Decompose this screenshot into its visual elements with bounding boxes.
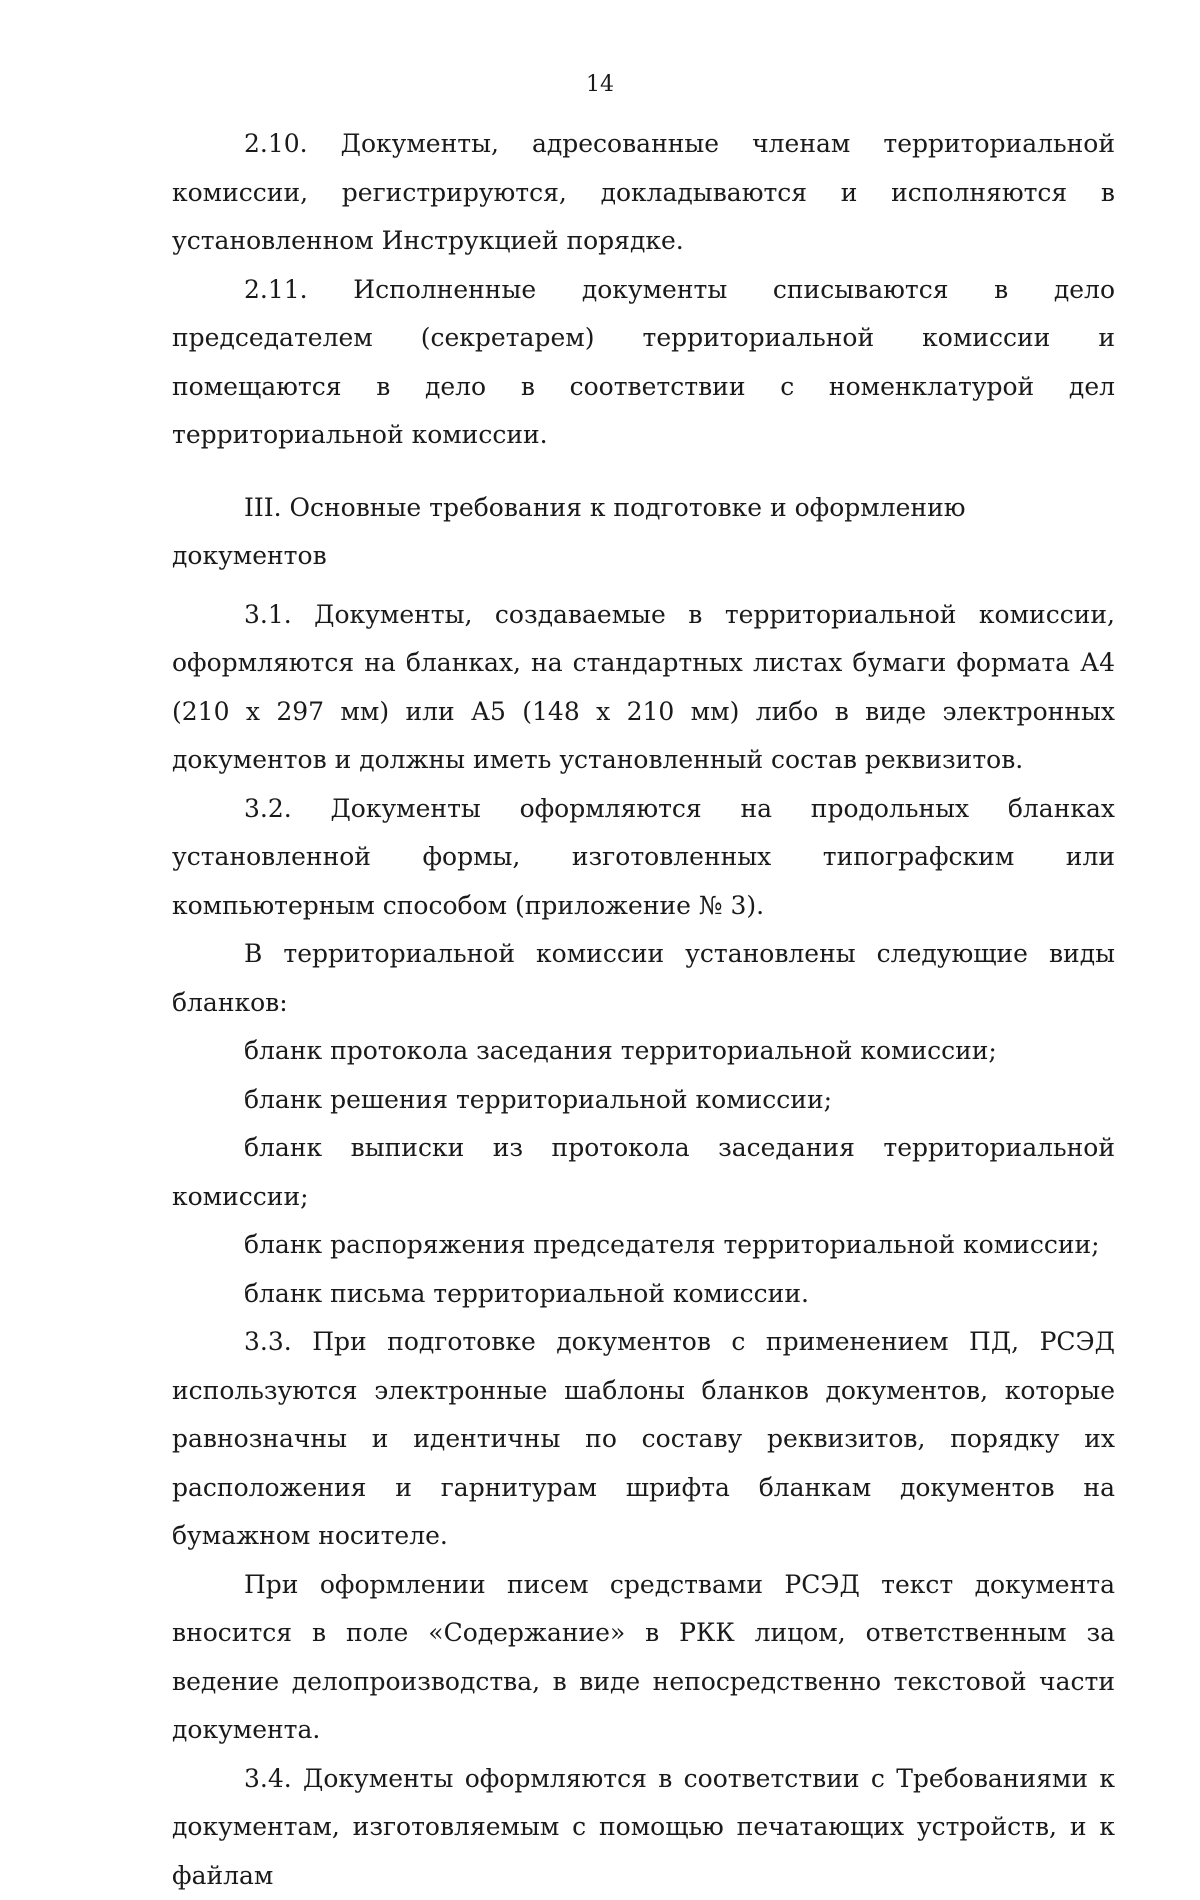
list-item-blank: бланк распоряжения председателя территориальной комиссии; bbox=[172, 1221, 1115, 1270]
section-heading: III. Основные требования к подготовке и оформлению документов bbox=[172, 460, 1115, 591]
paragraph-rsed: При оформлении писем средствами РСЭД текст документа вносится в поле «Содержание» в РКК лицом, ответственным за ведение делопроизводства, в виде непосредственно текстовой части документа. bbox=[172, 1561, 1115, 1755]
paragraph-3-1: 3.1. Документы, создаваемые в территориальной комиссии, оформляются на бланках, на стандартных листах бумаги формата А4 (210 х 297 мм) или А5 (148 х 210 мм) либо в виде электронных документов и должны иметь установленный состав реквизитов. bbox=[172, 591, 1115, 785]
paragraph-blanks-intro: В территориальной комиссии установлены следующие виды бланков: bbox=[172, 930, 1115, 1027]
list-item-blank: бланк выписки из протокола заседания территориальной комиссии; bbox=[172, 1124, 1115, 1221]
list-item-blank: бланк решения территориальной комиссии; bbox=[172, 1076, 1115, 1125]
paragraph-3-3: 3.3. При подготовке документов с применением ПД, РСЭД используются электронные шаблоны бланков документов, которые равнозначны и идентичны по составу реквизитов, порядку их расположения и гарнитурам шрифта бланкам документов на бумажном носителе. bbox=[172, 1318, 1115, 1561]
document-body bbox=[172, 120, 1115, 1900]
paragraph-3-2: 3.2. Документы оформляются на продольных бланках установленной формы, изготовленных типографским или компьютерным способом (приложение № 3). bbox=[172, 785, 1115, 931]
paragraph-3-4: 3.4. Документы оформляются в соответствии с Требованиями к документам, изготовляемым с помощью печатающих устройств, и к файлам bbox=[172, 1755, 1115, 1900]
page-number: 14 bbox=[0, 72, 1200, 98]
list-item-blank: бланк протокола заседания территориальной комиссии; bbox=[172, 1027, 1115, 1076]
paragraph-2-10: 2.10. Документы, адресованные членам территориальной комиссии, регистрируются, докладываются и исполняются в установленном Инструкцией порядке. bbox=[172, 120, 1115, 266]
list-item-blank: бланк письма территориальной комиссии. bbox=[172, 1270, 1115, 1319]
paragraph-2-11: 2.11. Исполненные документы списываются в дело председателем (секретарем) территориальной комиссии и помещаются в дело в соответствии с номенклатурой дел территориальной комиссии. bbox=[172, 266, 1115, 460]
